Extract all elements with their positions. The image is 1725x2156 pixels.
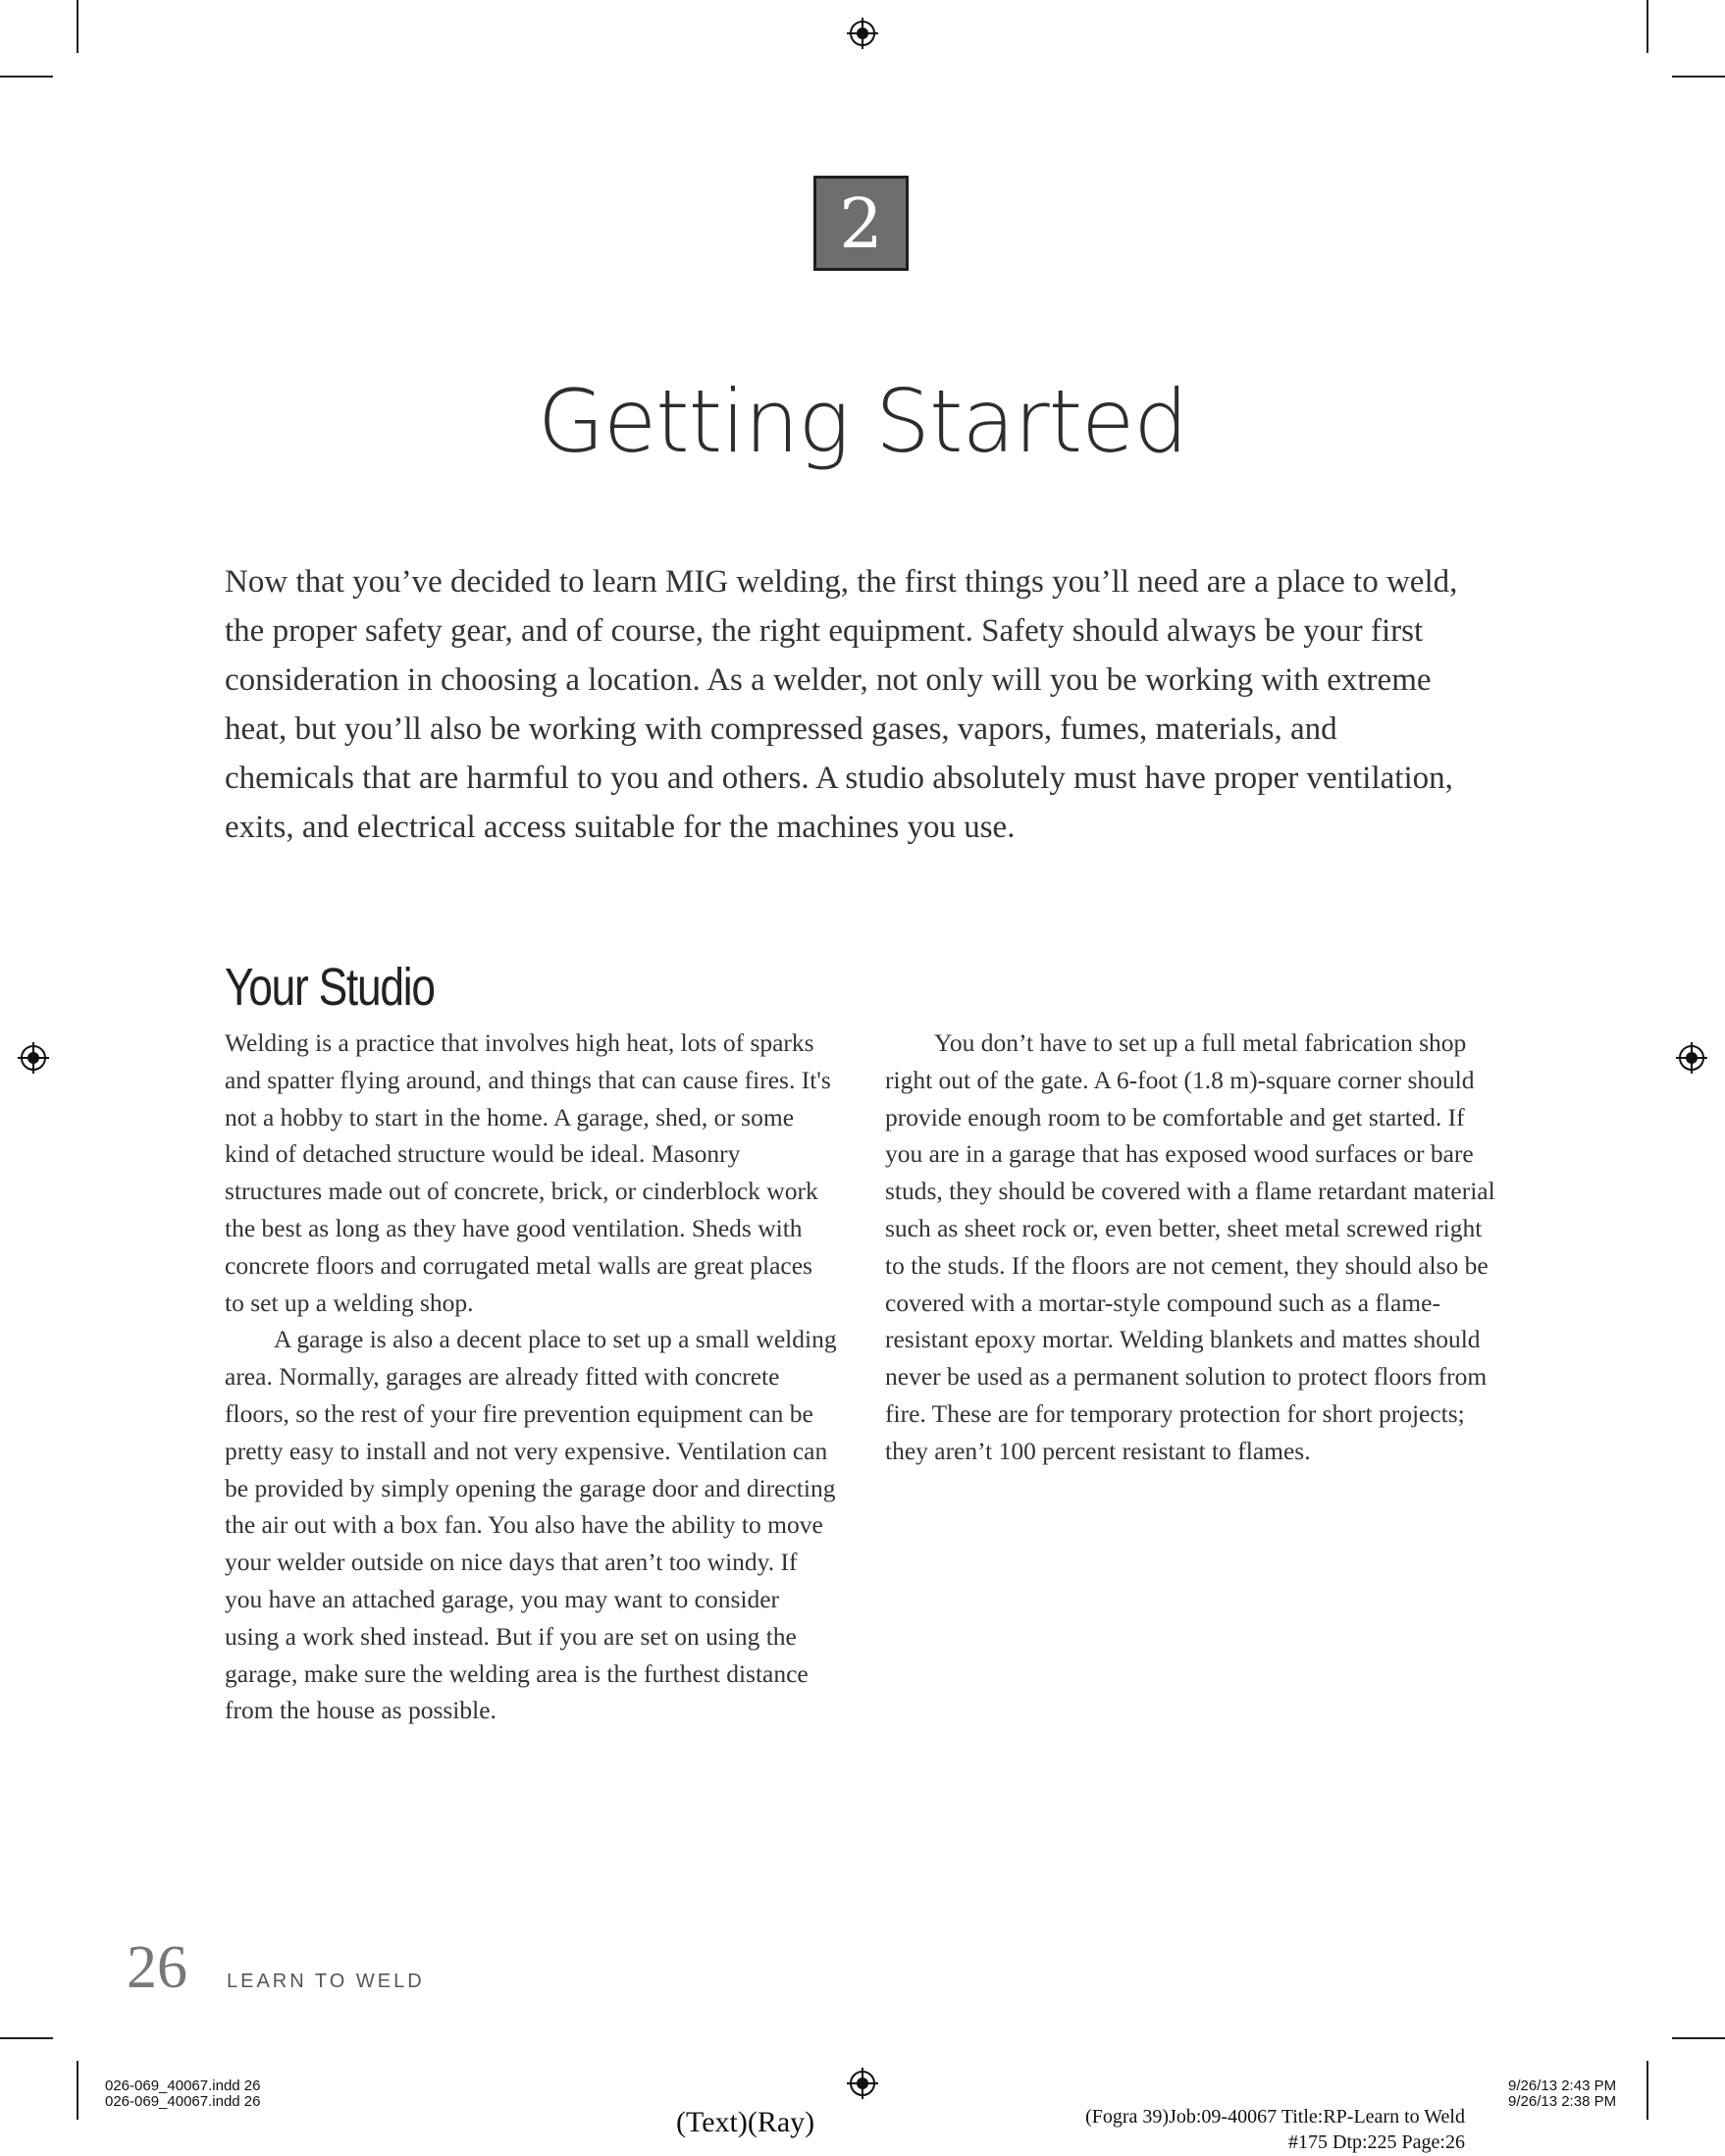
slug-text-ray: (Text)(Ray) bbox=[676, 2106, 815, 2138]
crop-mark bbox=[77, 0, 78, 53]
crop-mark bbox=[0, 2037, 53, 2039]
chapter-number: 2 bbox=[813, 176, 909, 271]
slug-date-info bbox=[1508, 2078, 1616, 2110]
body-paragraph: A garage is also a decent place to set up a small welding area. Normally, garages are already fitted with concrete floors, so the rest of your fire prevention equipment can be pretty easy to install and not very expensive. Ventilation can be provided by simply opening the garage door and directing the air out with a box fan. You also have the ability to move your welder outside on nice days that aren’t too windy. If you have an attached garage, you may want to consider using a work shed instead. But if you are set on using the garage, make sure the welding area is the furthest distance from the house as possible. bbox=[225, 1325, 837, 1725]
left-column bbox=[225, 1025, 838, 1729]
body-paragraph: Welding is a practice that involves high heat, lots of sparks and spatter flying around, and things that can cause fires. It's not a hobby to start in the home. A garage, shed, or some kind of detached structure would be ideal. Masonry structures made out of concrete, brick, or cinderblock work the best as long as they have good ventilation. Sheds with concrete floors and corrugated metal walls are great places to set up a welding shop. bbox=[225, 1028, 831, 1317]
body-paragraph: You don’t have to set up a full metal fabrication shop right out of the gate. A 6-foot (1.8 m)-square corner should provide enough room to be comfortable and get started. If you are in a garage that has exposed wood surfaces or bare studs, they should be covered with a flame retardant material such as sheet rock or, even better, sheet metal screwed right to the studs. If the floors are not cement, they should also be covered with a mortar-style compound such as a flame-resistant epoxy mortar. Welding blankets and mattes should never be used as a permanent solution to protect floors from fire. These are for temporary protection for short projects; they aren’t 100 percent resistant to flames. bbox=[885, 1028, 1495, 1465]
slug-date-line: 9/26/13 2:38 PM bbox=[1508, 2093, 1617, 2110]
slug-job-line: (Fogra 39)Job:09-40067 Title:RP-Learn to Weld bbox=[1085, 2106, 1465, 2128]
crop-mark bbox=[1647, 2061, 1648, 2120]
chapter-title: Getting Started bbox=[537, 371, 1188, 472]
crop-mark bbox=[1672, 76, 1725, 78]
slug-file-line: 026-069_40067.indd 26 bbox=[105, 2093, 261, 2110]
registration-mark-icon bbox=[846, 17, 879, 50]
crop-mark bbox=[1672, 2037, 1725, 2039]
page-number: 26 bbox=[127, 1934, 187, 2001]
crop-mark bbox=[77, 2061, 78, 2120]
slug-file-line: 026-069_40067.indd 26 bbox=[105, 2077, 261, 2094]
right-column bbox=[885, 1025, 1498, 1470]
registration-mark-icon bbox=[1675, 1041, 1708, 1075]
intro-paragraph: Now that you’ve decided to learn MIG welding, the first things you’ll need are a place to weld, the proper safety gear, and of course, the right equipment. Safety should always be your first consideration in choosing a location. As a welder, not only will you be working with extreme heat, but you’ll also be working with compressed gases, vapors, fumes, materials, and chemicals that are harmful to you and others. A studio absolutely must have proper ventilation, exits, and electrical access suitable for the machines you use. bbox=[225, 564, 1458, 845]
section-heading: Your Studio bbox=[225, 958, 435, 1017]
registration-mark-icon bbox=[846, 2067, 879, 2100]
slug-date-line: 9/26/13 2:43 PM bbox=[1508, 2077, 1617, 2094]
running-head: LEARN TO WELD bbox=[227, 1971, 425, 1992]
slug-job-line: #175 Dtp:225 Page:26 bbox=[1288, 2131, 1465, 2153]
slug-file-info bbox=[105, 2078, 260, 2110]
slug-job-info bbox=[1085, 2104, 1465, 2155]
registration-mark-icon bbox=[17, 1041, 50, 1075]
crop-mark bbox=[1647, 0, 1648, 53]
crop-mark bbox=[0, 76, 53, 78]
